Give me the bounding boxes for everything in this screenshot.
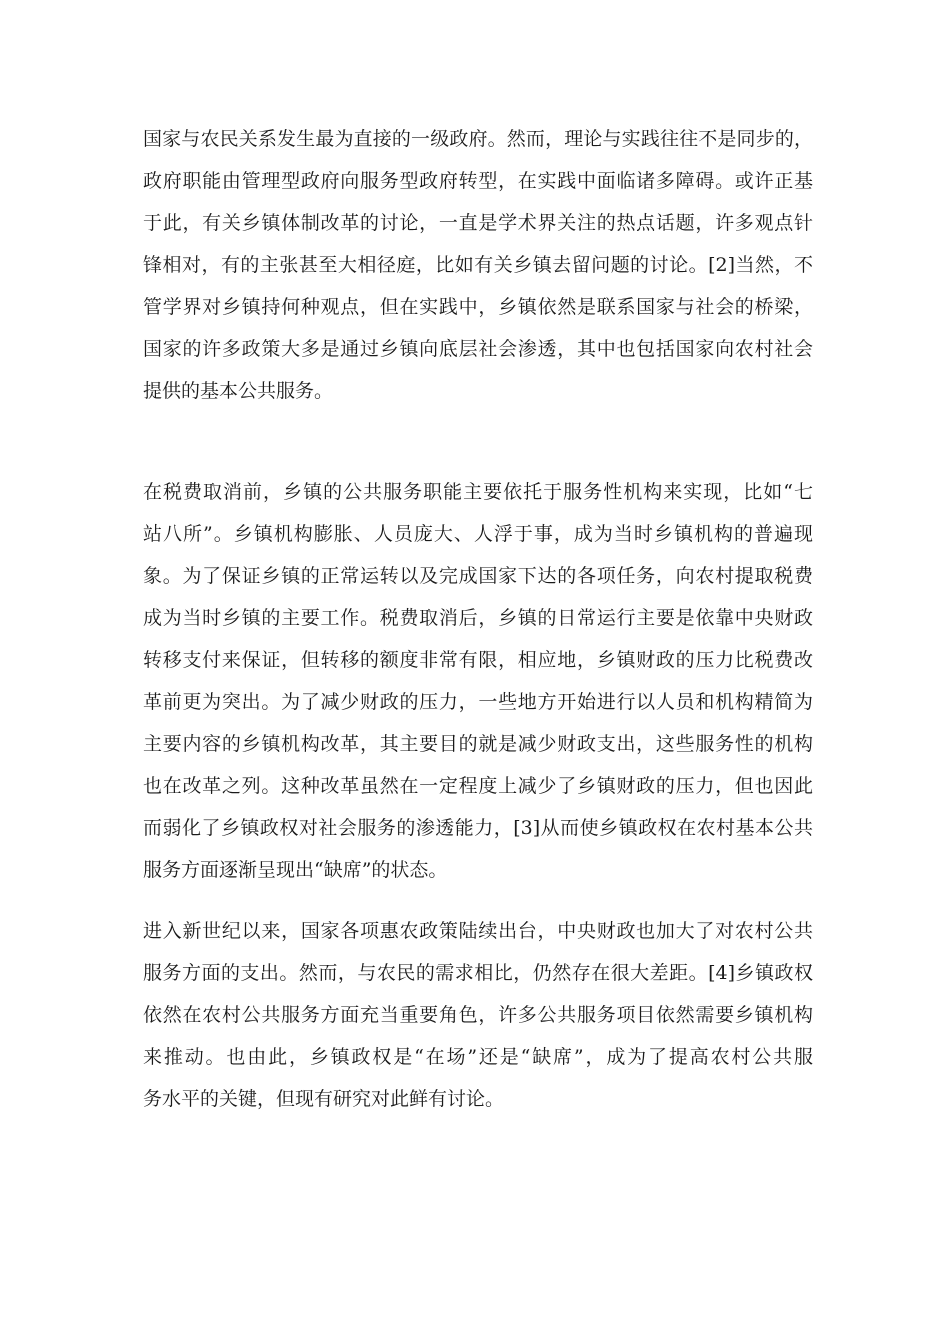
text-line: 来推动。也由此，乡镇政权是“在场”还是“缺席”，成为了提高农村公共服 — [143, 1046, 813, 1068]
text-line: 而弱化了乡镇政权对社会服务的渗透能力，[3]从而使乡镇政权在农村基本公共 — [143, 817, 813, 839]
text-line: 转移支付来保证，但转移的额度非常有限，相应地，乡镇财政的压力比税费改 — [143, 649, 813, 671]
text-line: 国家与农民关系发生最为直接的一级政府。然而，理论与实践往往不是同步的， — [143, 128, 813, 150]
text-line: 于此，有关乡镇体制改革的讨论，一直是学术界关注的热点话题，许多观点针 — [143, 212, 813, 234]
text-line: 务水平的关键，但现有研究对此鲜有讨论。 — [143, 1088, 505, 1110]
text-line: 政府职能由管理型政府向服务型政府转型，在实践中面临诸多障碍。或许正基 — [143, 170, 813, 192]
text-line: 锋相对，有的主张甚至大相径庭，比如有关乡镇去留问题的讨论。[2]当然，不 — [143, 254, 813, 276]
text-line: 成为当时乡镇的主要工作。税费取消后，乡镇的日常运行主要是依靠中央财政 — [143, 607, 813, 629]
text-line: 革前更为突出。为了减少财政的压力，一些地方开始进行以人员和机构精简为 — [143, 691, 813, 713]
paragraph-2 — [143, 471, 813, 891]
text-line: 服务方面的支出。然而，与农民的需求相比，仍然存在很大差距。[4]乡镇政权 — [143, 962, 813, 984]
text-line: 提供的基本公共服务。 — [143, 380, 334, 402]
paragraph-3 — [143, 910, 813, 1120]
text-line: 国家的许多政策大多是通过乡镇向底层社会渗透，其中也包括国家向农村社会 — [143, 338, 813, 360]
paragraph-1 — [143, 118, 813, 412]
text-line: 管学界对乡镇持何种观点，但在实践中，乡镇依然是联系国家与社会的桥梁， — [143, 296, 813, 318]
text-line: 服务方面逐渐呈现出“缺席”的状态。 — [143, 859, 448, 881]
text-line: 象。为了保证乡镇的正常运转以及完成国家下达的各项任务，向农村提取税费 — [143, 565, 813, 587]
text-line: 在税费取消前，乡镇的公共服务职能主要依托于服务性机构来实现，比如“七 — [143, 481, 813, 503]
text-line: 主要内容的乡镇机构改革，其主要目的就是减少财政支出，这些服务性的机构 — [143, 733, 813, 755]
text-line: 进入新世纪以来，国家各项惠农政策陆续出台，中央财政也加大了对农村公共 — [143, 920, 813, 942]
text-line: 也在改革之列。这种改革虽然在一定程度上减少了乡镇财政的压力，但也因此 — [143, 775, 813, 797]
text-line: 站八所”。乡镇机构膨胀、人员庞大、人浮于事，成为当时乡镇机构的普遍现 — [143, 523, 813, 545]
text-line: 依然在农村公共服务方面充当重要角色，许多公共服务项目依然需要乡镇机构 — [143, 1004, 813, 1026]
